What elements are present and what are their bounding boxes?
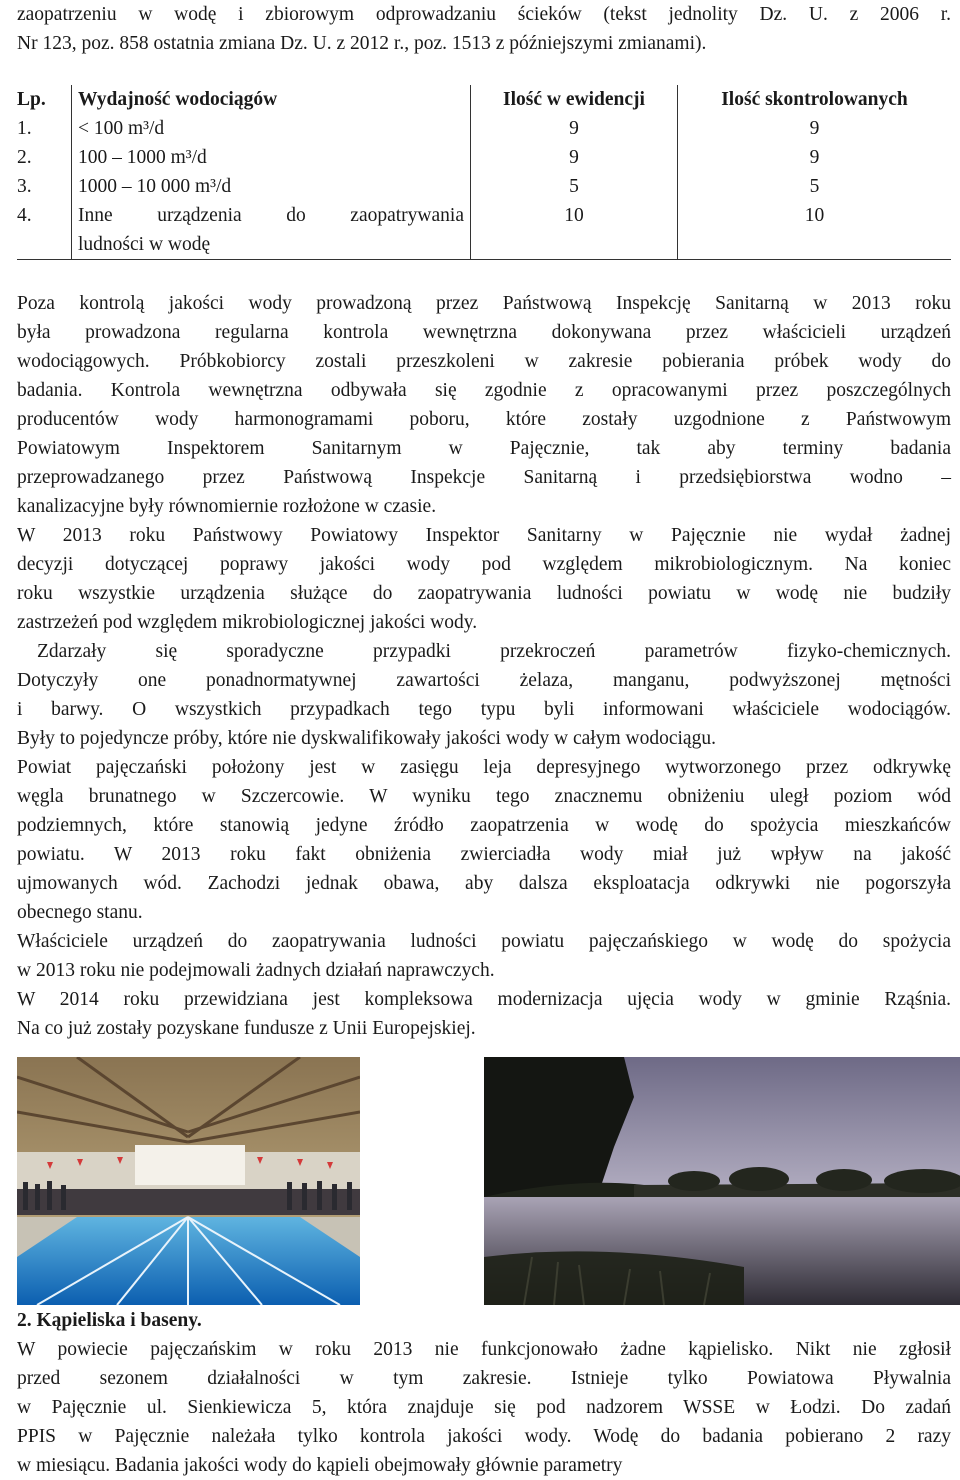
body-line: badania. Kontrola wewnętrzna odbywała się zgodnie z opracowanymi przez poszczególnych — [17, 380, 951, 401]
intro-line: zaopatrzeniu w wodę i zbiorowym odprowadzaniu ścieków (tekst jednolity Dz. U. z 2006 r. — [17, 4, 951, 25]
body-line: w Pajęcznie ul. Sienkiewicza 5, która znajduje się pod nadzorem WSSE w Łodzi. Do zadań — [17, 1397, 951, 1418]
body-line: i barwy. O wszystkich przypadkach tego typu byli informowani właściciele wodociągów. — [17, 699, 951, 720]
body-line: przed sezonem działalności w tym zakresie. Istnieje tylko Powiatowa Pływalnia — [17, 1368, 951, 1389]
table-row — [17, 114, 951, 143]
body-line: powiatu. W 2013 roku fakt obniżenia zwierciadła wody miał już wpływ na jakość — [17, 844, 951, 865]
body-line: W 2014 roku przewidziana jest kompleksowa modernizacja ujęcia wody w gminie Rząśnia. — [17, 989, 951, 1010]
body-line: Właściciele urządzeń do zaopatrywania ludności powiatu pajęczańskiego w wodę do spożycia — [17, 931, 951, 952]
cell-wydajnosc: 100 – 1000 m³/d — [72, 143, 471, 172]
body-line: producentów wody harmonogramami poboru, które zostały uzgodnione z Państwowym — [17, 409, 951, 430]
header-skontrolowane: Ilość skontrolowanych — [678, 85, 952, 114]
body-line: Zdarzały się sporadyczne przypadki przekroczeń parametrów fizyko-chemicznych. — [37, 641, 951, 662]
waterworks-table — [17, 85, 951, 260]
body-line: zastrzeżeń pod względem mikrobiologicznej jakości wody. — [17, 612, 478, 633]
table-row — [17, 201, 951, 260]
body-line: Powiatowym Inspektorem Sanitarnym w Pajęcznie, tak aby terminy badania — [17, 438, 951, 459]
body-line: Powiat pajęczański położony jest w zasięgu leja depresyjnego wytworzonego przez odkrywkę — [17, 757, 951, 778]
cell-ewidencja: 5 — [471, 172, 678, 201]
body-line: była prowadzona regularna kontrola wewnętrzna dokonywana przez właścicieli urządzeń — [17, 322, 951, 343]
body-line: ujmowanych wód. Zachodzi jednak obawa, aby dalsza eksploatacja odkrywki nie pogorszyła — [17, 873, 951, 894]
body-line: W powiecie pajęczańskim w roku 2013 nie funkcjonowało żadne kąpielisko. Nikt nie zgłosił — [17, 1339, 951, 1360]
table-row — [17, 172, 951, 201]
body-line: decyzji dotyczącej poprawy jakości wody pod względem mikrobiologicznym. Na koniec — [17, 554, 951, 575]
body-line: Na co już zostały pozyskane fundusze z Unii Europejskiej. — [17, 1018, 476, 1039]
header-lp: Lp. — [17, 89, 46, 110]
cell-wydajnosc: 1000 – 10 000 m³/d — [72, 172, 471, 201]
table-header-row — [17, 85, 951, 114]
body-line: Były to pojedyncze próby, które nie dyskwalifikowały jakości wody w całym wodociągu. — [17, 728, 716, 749]
body-line: Dotyczyły one ponadnormatywnej zawartości żelaza, manganu, podwyższonej mętności — [17, 670, 951, 691]
table-row — [17, 143, 951, 172]
body-line: w 2013 roku nie podejmowali żadnych działań naprawczych. — [17, 960, 495, 981]
body-line: PPIS w Pajęcznie należała tylko kontrola jakości wody. Wodę do badania pobierano 2 razy — [17, 1426, 951, 1447]
lake-at-dusk-photo — [484, 1057, 960, 1305]
header-ewidencja: Ilość w ewidencji — [471, 85, 678, 114]
body-line: W 2013 roku Państwowy Powiatowy Inspektor Sanitarny w Pajęcznie nie wydał żadnej — [17, 525, 951, 546]
cell-wydajnosc — [72, 201, 471, 260]
cell-lp: 3. — [17, 176, 32, 197]
body-line: obecnego stanu. — [17, 902, 143, 923]
cell-wydajnosc-line: Inne urządzenia do zaopatrywania — [78, 205, 464, 226]
cell-wydajnosc: < 100 m³/d — [72, 114, 471, 143]
body-line: roku wszystkie urządzenia służące do zaopatrywania ludności powiatu w wodę nie budziły — [17, 583, 951, 604]
cell-lp: 2. — [17, 147, 32, 168]
intro-line: Nr 123, poz. 858 ostatnia zmiana Dz. U. z 2012 r., poz. 1513 z późniejszymi zmianami). — [17, 33, 707, 54]
cell-skontrolowane: 10 — [678, 201, 952, 260]
body-line: podziemnych, które stanowią jedyne źródło zaopatrzenia w wodę do spożycia mieszkańców — [17, 815, 951, 836]
cell-ewidencja: 9 — [471, 143, 678, 172]
cell-ewidencja: 9 — [471, 114, 678, 143]
indoor-swimming-pool-photo — [17, 1057, 360, 1305]
body-line: kanalizacyjne były równomiernie rozłożone w czasie. — [17, 496, 437, 517]
body-line: przeprowadzanego przez Państwową Inspekcje Sanitarną i przedsiębiorstwa wodno – — [17, 467, 951, 488]
body-line: Poza kontrolą jakości wody prowadzoną przez Państwową Inspekcję Sanitarną w 2013 roku — [17, 293, 951, 314]
cell-lp: 1. — [17, 118, 32, 139]
cell-skontrolowane: 9 — [678, 114, 952, 143]
body-line: węgla brunatnego w Szczercowie. W wyniku tego znacznemu obniżeniu uległ poziom wód — [17, 786, 951, 807]
cell-ewidencja: 10 — [471, 201, 678, 260]
header-wydajnosc: Wydajność wodociągów — [72, 85, 471, 114]
cell-wydajnosc-line: ludności w wodę — [78, 234, 211, 255]
cell-skontrolowane: 9 — [678, 143, 952, 172]
section-heading: 2. Kąpieliska i baseny. — [17, 1310, 202, 1331]
cell-skontrolowane: 5 — [678, 172, 952, 201]
body-line: w miesiącu. Badania jakości wody do kąpieli obejmowały głównie parametry — [17, 1455, 623, 1476]
cell-lp: 4. — [17, 201, 72, 260]
body-line: wodociągowych. Próbkobiorcy zostali przeszkoleni w zakresie pobierania próbek wody do — [17, 351, 951, 372]
